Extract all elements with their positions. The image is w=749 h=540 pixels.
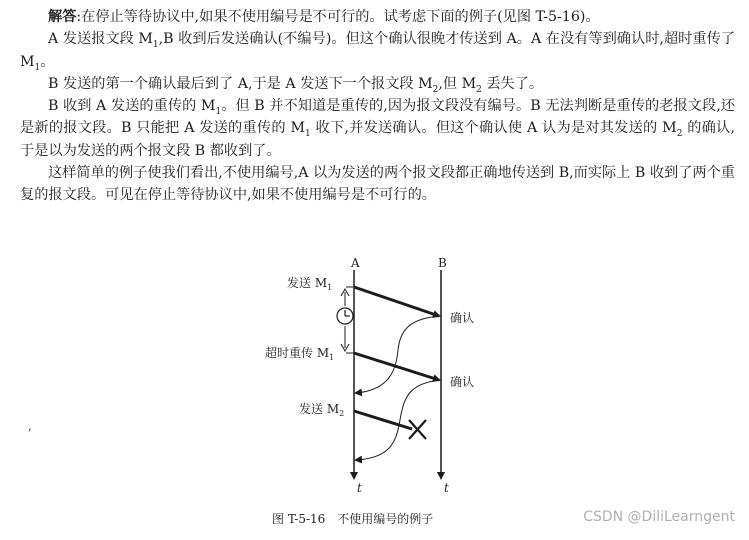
stray-mark: , [28, 419, 32, 433]
ack-2-curve [356, 380, 441, 460]
answer-text [20, 6, 735, 207]
ack-1-curve [356, 316, 441, 393]
answer-label: 解答 [48, 9, 77, 25]
paragraph-4: B 收到 A 发送的重传的 $M_1$。但 B 并不知道是重传的,因为报文段没有编号。B 无法判断是重传的老报文段,还是新的报文段。B 只能把 A 发送的重传的 $M_1$ 收下,并发送确认。但这个确认使 A 认为是对其发送的 $M_2$ 的确认,于是以为发送的两个报文段 B 都收到了。 [20, 98, 735, 159]
send-m2-label: 发送 $M_2$ [299, 402, 345, 418]
m2-arrow [354, 411, 412, 429]
ack-2-label: 确认 [450, 375, 475, 389]
figure-caption: 图 T-5-16 不使用编号的例子 [272, 512, 434, 526]
paragraph-2: A 发送报文段 $M_1,B$ 收到后发送确认(不编号)。但这个确认很晚才传送到 A。A 在没有等到确认时,超时重传了 $M_1$。 [20, 31, 736, 73]
paragraph-3: B 发送的第一个确认最后到了 A,于是 A 发送下一个报文段 $M_2$,但 $M_2$ 丢失了。 [48, 75, 544, 95]
time-label-b: t [444, 481, 449, 495]
paragraph-1: 解答:在停止等待协议中,如果不使用编号是不可行的。试考虑下面的例子(见图 T-5-16)。 [48, 9, 600, 25]
time-label-a: t [357, 481, 362, 495]
watermark: CSDN @DiliLearngent [583, 509, 735, 525]
clock-icon [337, 308, 353, 324]
m1-retransmit-arrow [354, 353, 439, 380]
m1-arrow [354, 287, 439, 316]
send-m1-label: 发送 $M_1$ [287, 276, 333, 292]
node-a-label: A [351, 256, 360, 270]
retransmit-m1-label: 超时重传 $M_1$ [265, 346, 335, 362]
node-b-label: B [438, 256, 447, 270]
paragraph-5: 这样简单的例子使我们看出,不使用编号,A 以为发送的两个报文段都正确地传送到 B,而实际上 B 收到了两个重复的报文段。可见在停止等待协议中,如果不使用编号是不可行的。 [20, 165, 735, 204]
ack-1-label: 确认 [450, 311, 475, 325]
x-cross-icon [409, 420, 426, 439]
